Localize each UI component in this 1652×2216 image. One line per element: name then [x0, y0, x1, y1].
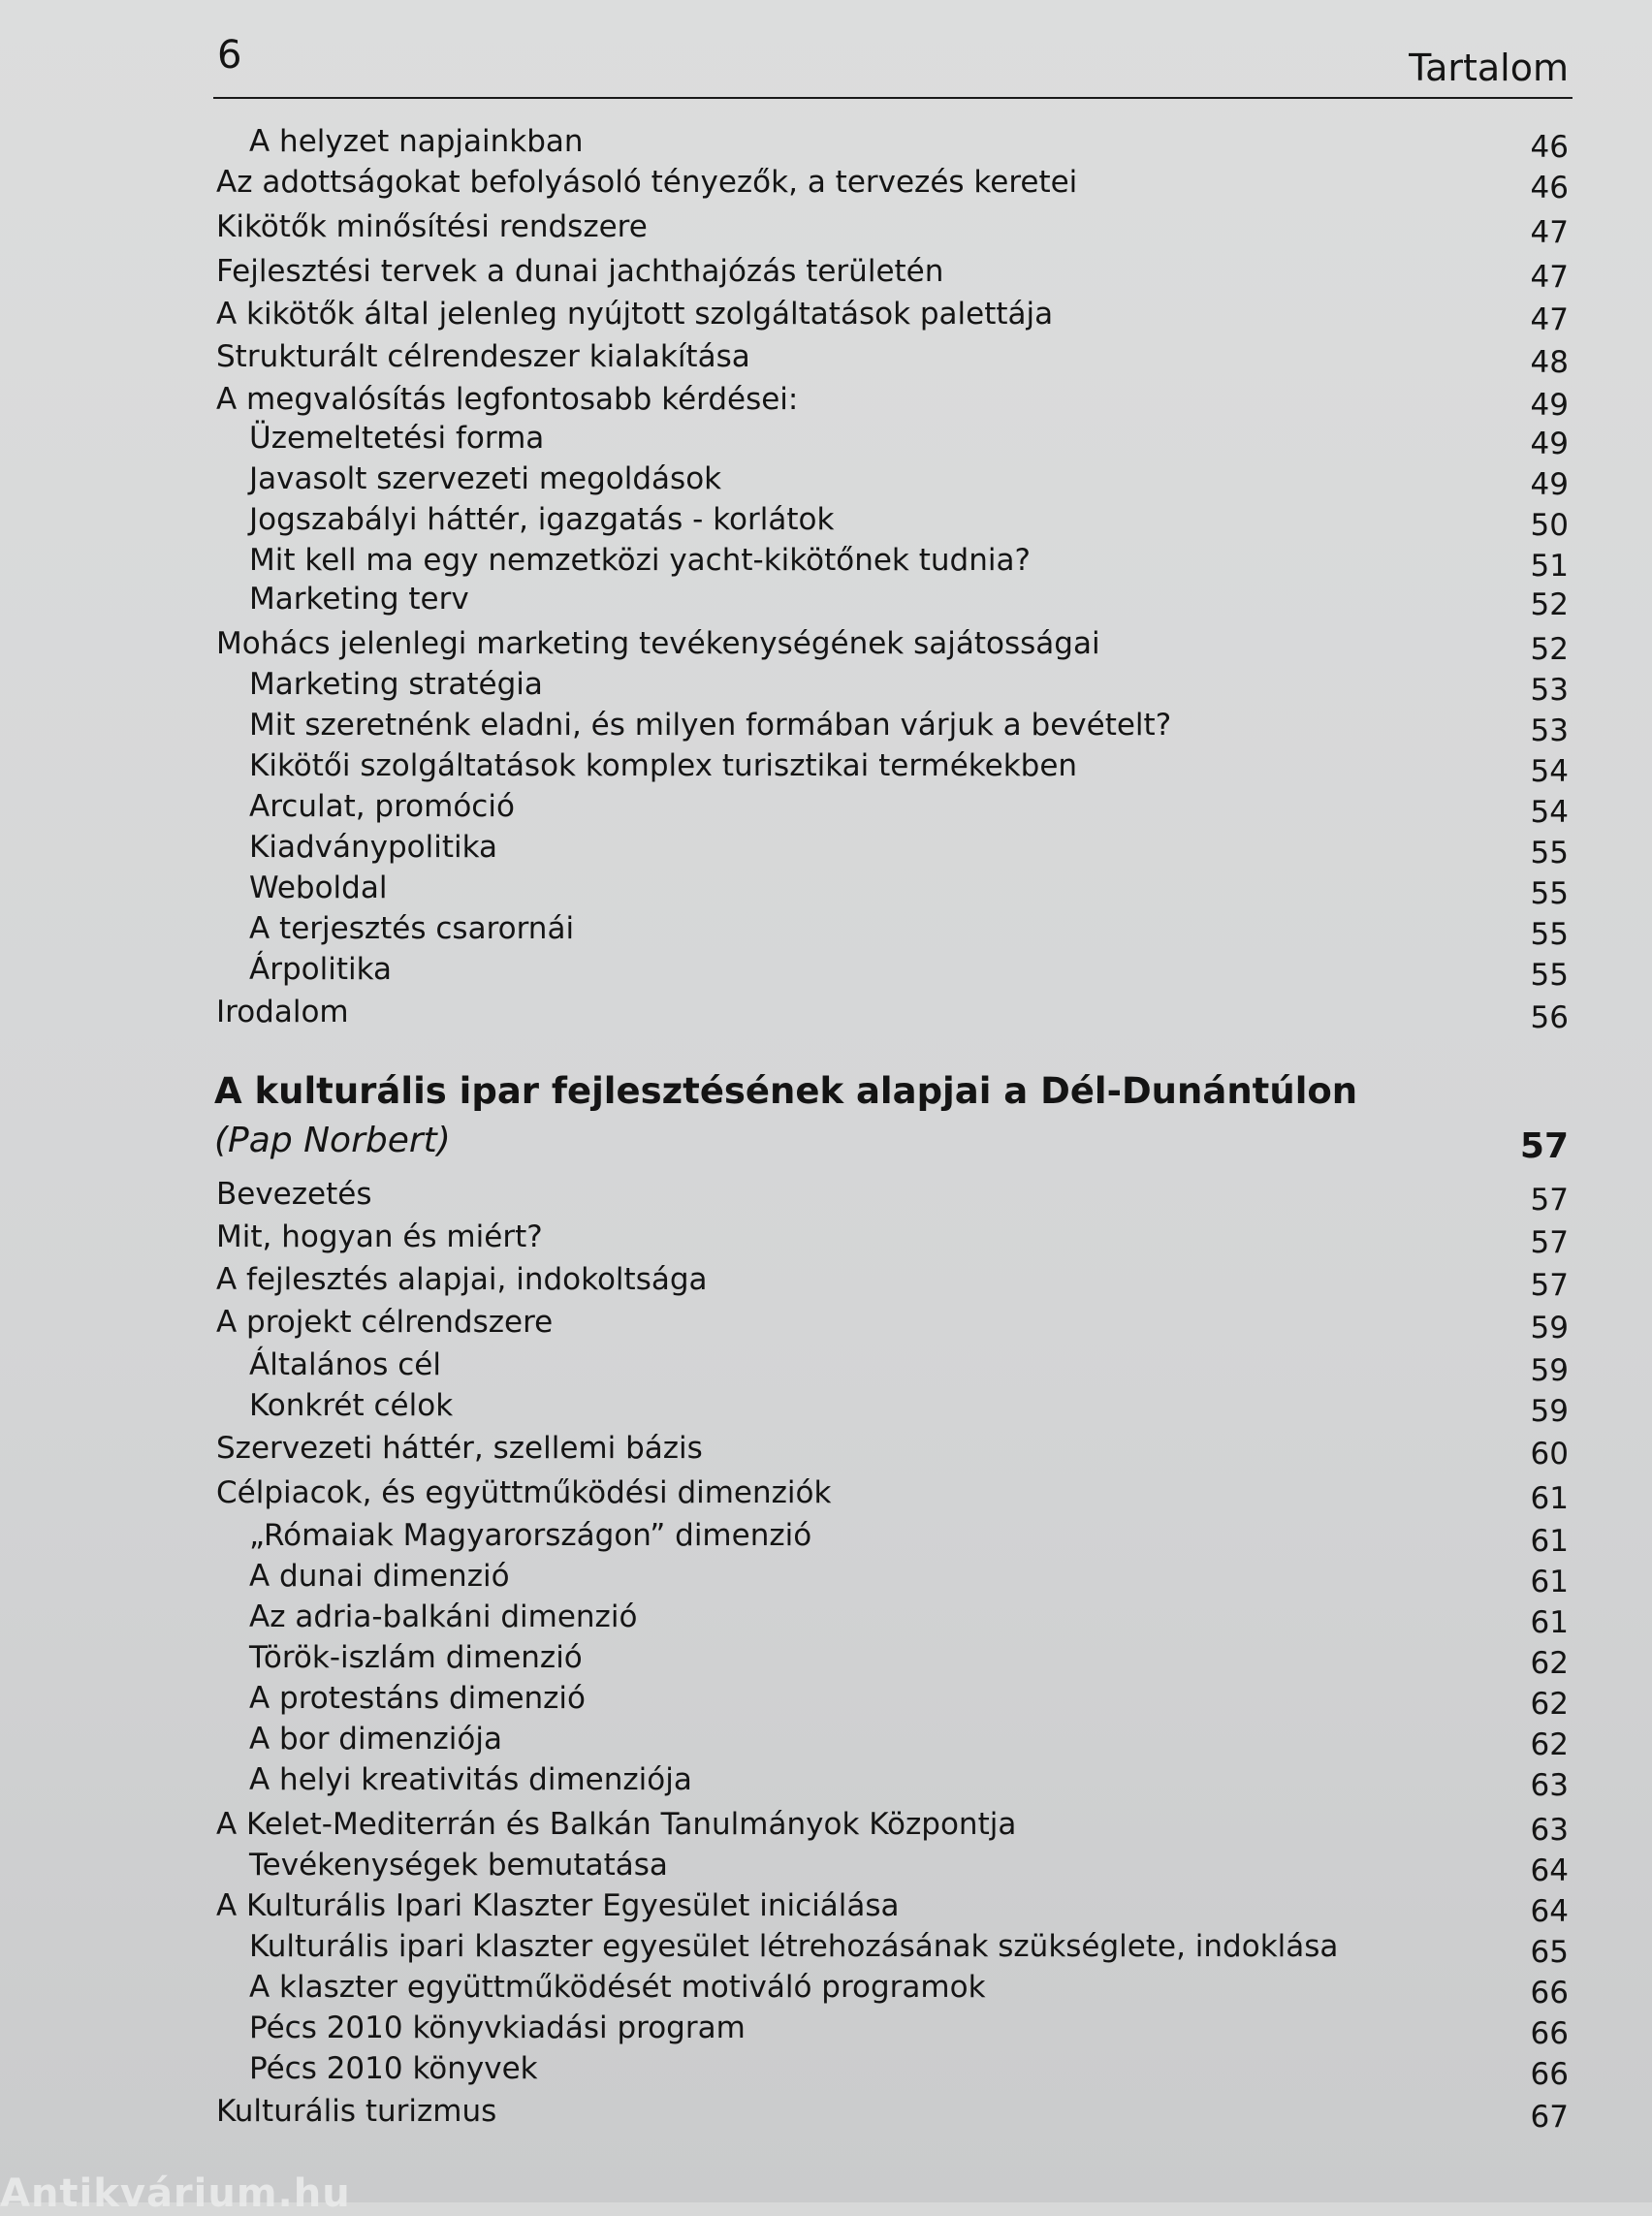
running-head: Tartalom: [1409, 47, 1569, 89]
toc-page-number: 49: [1530, 427, 1569, 461]
toc-subentry: [0, 461, 1569, 502]
section-title: [0, 1070, 1569, 1111]
toc-page-number: 61: [1530, 1605, 1569, 1640]
toc-label: Kikötői szolgáltatások komplex turisztikai termékekben: [249, 748, 1078, 783]
toc-subentry: [0, 1599, 1569, 1640]
toc-label: Célpiacok, és együttműködési dimenziók: [216, 1475, 832, 1510]
toc-subentry: [0, 1518, 1569, 1559]
toc-page-number: 57: [1519, 1126, 1569, 1166]
toc-label: Bevezetés: [216, 1177, 372, 1212]
toc-page-number: 54: [1530, 795, 1569, 830]
toc-subentry: [0, 1388, 1569, 1429]
watermark-text: Antikvárium.hu: [0, 2171, 351, 2216]
toc-page-number: 54: [1530, 754, 1569, 789]
toc-subentry: [0, 789, 1569, 830]
toc-subentry: [0, 911, 1569, 952]
toc-label: Fejlesztési tervek a dunai jachthajózás területén: [216, 254, 944, 289]
toc-label: A Kelet-Mediterrán és Balkán Tanulmányok Központja: [216, 1807, 1017, 1842]
toc-label: Mit kell ma egy nemzetközi yacht-kikötőnek tudnia?: [249, 543, 1031, 578]
toc-label: Török-iszlám dimenzió: [249, 1640, 583, 1675]
toc-page-number: 67: [1530, 2100, 1569, 2135]
toc-subentry: [0, 421, 1569, 461]
toc-page-number: 50: [1530, 508, 1569, 543]
toc-page-number: 48: [1530, 345, 1569, 380]
toc-page-number: 53: [1530, 673, 1569, 708]
toc-page-number: 51: [1530, 549, 1569, 584]
toc-label: A helyzet napjainkban: [249, 124, 584, 159]
toc-subentry: [0, 871, 1569, 911]
toc-subentry: [0, 124, 1569, 165]
toc-entry: [0, 297, 1569, 337]
toc-label: Árpolitika: [249, 952, 392, 987]
toc-subentry: [0, 1347, 1569, 1388]
toc-page-number: 59: [1530, 1394, 1569, 1429]
toc-label: A bor dimenziója: [249, 1722, 502, 1757]
toc-page-number: 52: [1530, 587, 1569, 622]
toc-page-number: 49: [1530, 467, 1569, 502]
toc-label: Javasolt szervezeti megoldások: [249, 461, 722, 496]
toc-page-number: 66: [1530, 2057, 1569, 2092]
toc-page-number: 56: [1530, 1000, 1569, 1035]
toc-page-number: 59: [1530, 1353, 1569, 1388]
toc-label: Konkrét célok: [249, 1388, 454, 1423]
toc-label: „Rómaiak Magyarországon” dimenzió: [249, 1518, 812, 1553]
section-author: [0, 1121, 1569, 1166]
toc-label: A megvalósítás legfontosabb kérdései:: [216, 382, 799, 417]
toc-subentry: [0, 582, 1569, 622]
toc-label: Weboldal: [249, 871, 388, 905]
toc-label: A protestáns dimenzió: [249, 1681, 587, 1716]
toc-subentry: [0, 1970, 1569, 2010]
toc-label: Üzemeltetési forma: [249, 421, 545, 456]
toc-subentry: [0, 1762, 1569, 1803]
toc-label: Marketing stratégia: [249, 667, 543, 702]
toc-label: Az adria-balkáni dimenzió: [249, 1599, 638, 1634]
toc-label: (Pap Norbert): [214, 1121, 451, 1160]
toc-subentry: [0, 830, 1569, 871]
toc-label: Mit szeretnénk eladni, és milyen formában várjuk a bevételt?: [249, 708, 1172, 743]
toc-page-number: 55: [1530, 917, 1569, 952]
toc-subentry: [0, 748, 1569, 789]
toc-label: A Kulturális Ipari Klaszter Egyesület iniciálása: [216, 1888, 900, 1923]
toc-entry: [0, 626, 1569, 667]
toc-page-number: 52: [1530, 632, 1569, 667]
toc-subentry: [0, 2051, 1569, 2092]
toc-page-number: 46: [1530, 171, 1569, 206]
toc-page-number: 61: [1530, 1481, 1569, 1516]
toc-page-number: 63: [1530, 1813, 1569, 1848]
toc-label: A fejlesztés alapjai, indokoltsága: [216, 1262, 708, 1297]
toc-label: A terjesztés csarornái: [249, 911, 575, 946]
toc-entry: [0, 165, 1569, 206]
toc-subentry: [0, 502, 1569, 543]
page-number: 6: [217, 33, 242, 78]
toc-label: Mohács jelenlegi marketing tevékenységének sajátosságai: [216, 626, 1100, 661]
toc-page-number: 47: [1530, 260, 1569, 295]
toc-subentry: [0, 1929, 1569, 1970]
toc-subentry: [0, 1640, 1569, 1681]
toc-label: A helyi kreativitás dimenziója: [249, 1762, 692, 1797]
toc-label: Tevékenységek bemutatása: [249, 1848, 668, 1883]
toc-entry: [0, 254, 1569, 295]
toc-page-number: 66: [1530, 2016, 1569, 2051]
toc-entry: [0, 1475, 1569, 1516]
toc-page-number: 55: [1530, 876, 1569, 911]
toc-page-number: 47: [1530, 215, 1569, 250]
toc-page-number: 55: [1530, 958, 1569, 993]
toc-page-number: 60: [1530, 1437, 1569, 1472]
toc-label: A kikötők által jelenleg nyújtott szolgáltatások palettája: [216, 297, 1054, 332]
toc-label: Jogszabályi háttér, igazgatás - korlátok: [249, 502, 835, 537]
toc-label: A klaszter együttműködését motiváló programok: [249, 1970, 986, 2005]
toc-entry: [0, 1219, 1569, 1260]
toc-page-number: 61: [1530, 1524, 1569, 1559]
toc-page-number: 47: [1530, 302, 1569, 337]
toc-page-number: 59: [1530, 1311, 1569, 1345]
toc-page-number: 57: [1530, 1183, 1569, 1218]
toc-page-number: 65: [1530, 1935, 1569, 1970]
toc-page-number: 57: [1530, 1225, 1569, 1260]
toc-label: Irodalom: [216, 995, 349, 1029]
toc-page-number: 61: [1530, 1565, 1569, 1599]
toc-label: Marketing terv: [249, 582, 469, 617]
toc-page-number: 62: [1530, 1646, 1569, 1681]
toc-label: Kulturális ipari klaszter egyesület létrehozásának szükséglete, indoklása: [249, 1929, 1339, 1964]
toc-label: Strukturált célrendeszer kialakítása: [216, 339, 750, 374]
toc-page-number: 57: [1530, 1268, 1569, 1303]
toc-subentry: [0, 1681, 1569, 1722]
toc-label: Mit, hogyan és miért?: [216, 1219, 543, 1254]
toc-label: A projekt célrendszere: [216, 1305, 554, 1340]
toc-entry: [0, 1431, 1569, 1472]
toc-label: Kikötők minősítési rendszere: [216, 209, 648, 244]
header-rule: [213, 97, 1573, 99]
toc-page-number: 46: [1530, 130, 1569, 165]
toc-subentry: [0, 1559, 1569, 1599]
toc-subentry: [0, 708, 1569, 748]
toc-label: Általános cél: [249, 1347, 441, 1382]
toc-page-number: 55: [1530, 836, 1569, 871]
toc-entry: [0, 1888, 1569, 1929]
toc-label: Pécs 2010 könyvkiadási program: [249, 2010, 746, 2045]
toc-entry: [0, 2094, 1569, 2135]
toc-label: A kulturális ipar fejlesztésének alapjai a Dél-Dunántúlon: [214, 1070, 1358, 1112]
toc-subentry: [0, 2010, 1569, 2051]
toc-subentry: [0, 543, 1569, 584]
toc-subentry: [0, 1722, 1569, 1762]
toc-page-number: 66: [1530, 1976, 1569, 2010]
toc-entry: [0, 1177, 1569, 1218]
toc-page-number: 63: [1530, 1768, 1569, 1803]
toc-subentry: [0, 1848, 1569, 1888]
toc-subentry: [0, 667, 1569, 708]
toc-page-number: 64: [1530, 1894, 1569, 1929]
toc-entry: [0, 1807, 1569, 1848]
toc-entry: [0, 339, 1569, 380]
toc-entry: [0, 382, 1569, 423]
toc-page-number: 62: [1530, 1687, 1569, 1722]
toc-subentry: [0, 952, 1569, 993]
toc-entry: [0, 1262, 1569, 1303]
toc-label: Az adottságokat befolyásoló tényezők, a tervezés keretei: [216, 165, 1078, 200]
toc-page-number: 53: [1530, 713, 1569, 748]
toc-label: A dunai dimenzió: [249, 1559, 510, 1594]
toc-entry: [0, 1305, 1569, 1345]
toc-label: Kulturális turizmus: [216, 2094, 497, 2129]
toc-entry: [0, 209, 1569, 250]
toc-entry: [0, 995, 1569, 1035]
toc-label: Arculat, promóció: [249, 789, 515, 824]
toc-page-number: 49: [1530, 388, 1569, 423]
toc-label: Kiadványpolitika: [249, 830, 497, 865]
toc-label: Pécs 2010 könyvek: [249, 2051, 538, 2086]
toc-label: Szervezeti háttér, szellemi bázis: [216, 1431, 703, 1466]
toc-page-number: 64: [1530, 1853, 1569, 1888]
toc-page-number: 62: [1530, 1727, 1569, 1762]
